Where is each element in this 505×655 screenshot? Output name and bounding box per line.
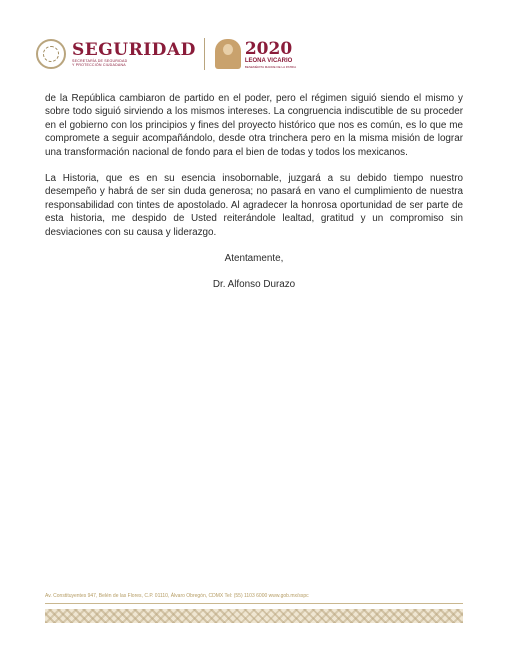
year-honoree: LEONA VICARIO xyxy=(244,57,293,64)
letterhead xyxy=(36,38,296,70)
agency-logo xyxy=(72,41,196,68)
body-paragraph-1: de la República cambiaron de partido en el poder, pero el régimen siguió siendo el mismo y sobre todo siguió sirviendo a los mismos intereses. La congruencia indiscutible de su proceder en el gobierno con los principios y fines del proyecto histórico que nos es común, es lo que me compromete a seguir acompañándolo, desde otra trinchera pero en la misma misión de lograr una transformación nacional de fondo para el bien de todas y todos los mexicanos. xyxy=(45,93,463,158)
year-logo xyxy=(245,40,296,69)
letter-body xyxy=(45,92,463,305)
footer-address: Av. Constituyentes 947, Belén de las Flores, C.P. 01110, Álvaro Obregón, CDMX Tel: (55) 1103 6000 www.gob.mx/sspc xyxy=(45,593,309,599)
agency-subtitle-2: Y PROTECCIÓN CIUDADANA xyxy=(72,63,126,67)
closing-text: Atentamente, xyxy=(224,253,284,265)
agency-subtitle-1: SECRETARÍA DE SEGURIDAD xyxy=(72,58,128,63)
signature-name: Dr. Alfonso Durazo xyxy=(212,279,296,291)
footer-divider xyxy=(45,603,463,604)
national-seal-icon xyxy=(36,39,66,69)
leona-vicario-portrait-icon xyxy=(215,39,241,69)
footer-decorative-pattern xyxy=(45,609,463,623)
year-label: 2020 xyxy=(244,38,293,59)
year-honoree-subtitle: BENEMÉRITA MADRE DE LA PATRIA xyxy=(244,64,297,69)
header-divider xyxy=(204,38,205,70)
agency-name: SEGURIDAD xyxy=(72,39,196,60)
body-paragraph-2: La Historia, que es en su esencia insobornable, juzgará a su debido tiempo nuestro desempeño y habrá de ser sin duda generosa; no pasará en vano el cumplimiento de nuestra responsabilidad con tintes de apostolado. Al agradecer la honrosa oportunidad de ser parte de esta historia, me despido de Usted reiterándole lealtad, gratitud y un compromiso sin desviaciones con su causa y liderazgo. xyxy=(45,173,463,238)
